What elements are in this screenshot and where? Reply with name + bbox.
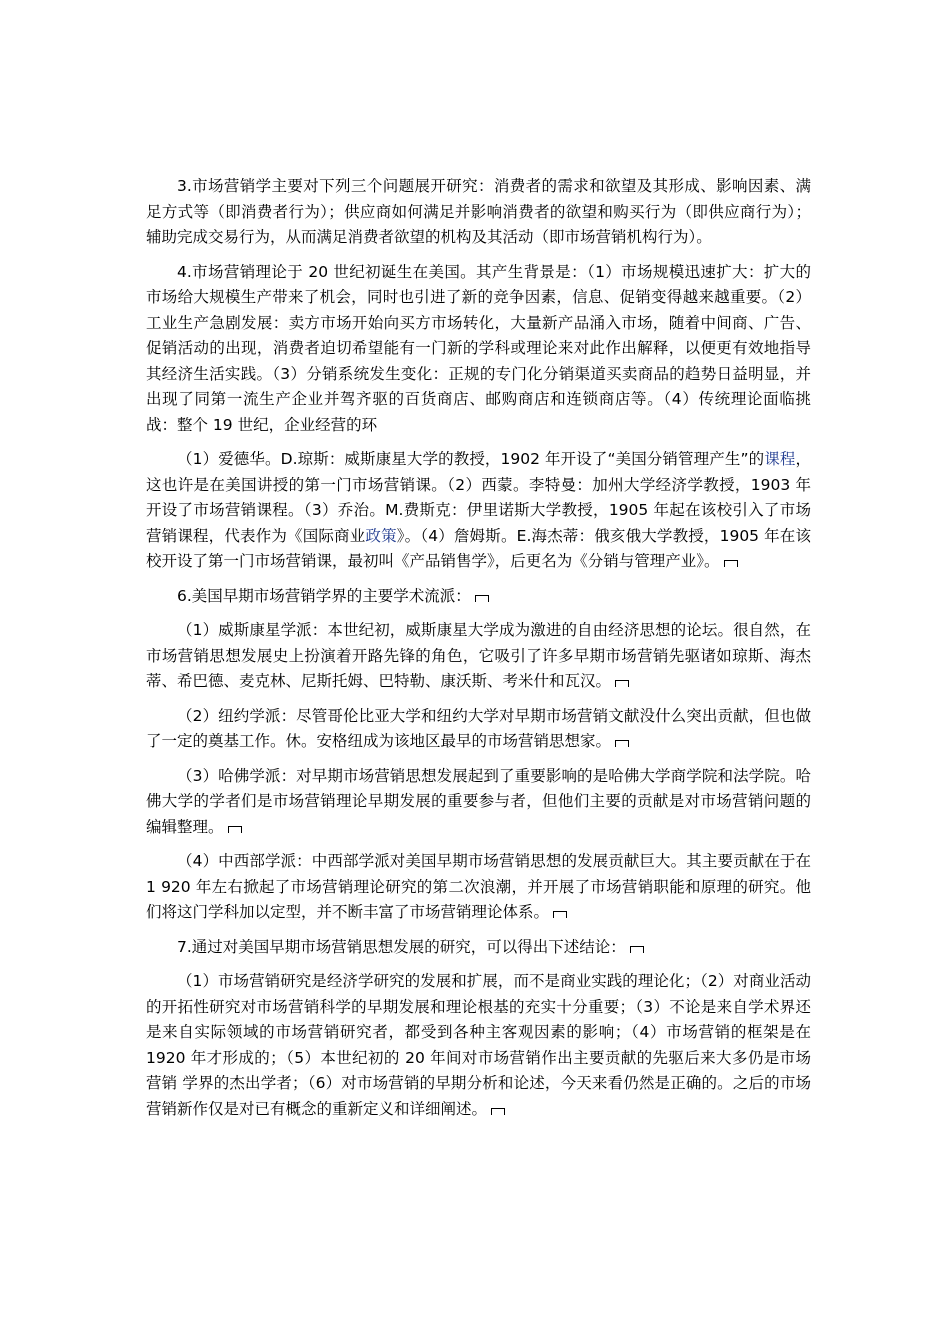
paragraph-3-text: 3.市场营销学主要对下列三个问题展开研究：消费者的需求和欲望及其形成、影响因素、满足方式等（即消费者行为）；供应商如何满足并影响消费者的欲望和购买行为（即供应商行为）；辅助完成交易行为，从而满足消费者欲望的机构及其活动（即市场营销机构行为）。 [146,177,811,246]
return-mark-icon [615,740,629,747]
policy-link[interactable]: 政策 [365,526,397,545]
paragraph-5-text-b: ，这也许是在美国讲授的第一门市场营销课。（2）西蒙。李特曼：加州大学经济学教授，1903 年开设了市场营销课程。（3）乔治。M.费斯克：伊里诺斯大学教授，1905 年起在该校引入了市场营销课程，代表作为《国际商业 [146,450,811,545]
return-mark-icon [630,946,644,953]
paragraph-6-2-text: （2）纽约学派：尽管哥伦比亚大学和纽约大学对早期市场营销文献没什么突出贡献，但也做了一定的奠基工作。休。安格纽成为该地区最早的市场营销思想家。 [146,706,811,750]
paragraph-6-3 [146,764,811,841]
paragraph-6-3-text: （3）哈佛学派：对早期市场营销思想发展起到了重要影响的是哈佛大学商学院和法学院。哈佛大学的学者们是市场营销理论早期发展的重要参与者，但他们主要的贡献是对市场营销问题的编辑整理。 [146,766,811,836]
paragraph-7-1-text: （1）市场营销研究是经济学研究的发展和扩展，而不是商业实践的理论化；（2）对商业活动的开拓性研究对市场营销科学的早期发展和理论根基的充实十分重要；（3）不论是来自学术界还是来自实际领域的市场营销研究者，都受到各种主客观因素的影响；（4）市场营销的框架是在 1920 年才形成的；（5）本世纪初的 20 年间对市场营销作出主要贡献的先驱后来大多仍是市场营销 学界的杰出学者；（6）对市场营销的早期分析和论述，今天来看仍然是正确的。之后的市场营销新作仅是对已有概念的重新定义和详细阐述。 [146,972,811,1118]
paragraph-6 [146,584,811,610]
paragraph-7-text: 7.通过对美国早期市场营销思想发展的研究，可以得出下述结论： [177,937,626,956]
paragraph-5-text-c: 》。（4）詹姆斯。E.海杰蒂：俄亥俄大学教授，1905 年在该校开设了第一门市场营销课，最初叫《产品销售学》，后更名为《分销与管理产业》。 [146,526,811,570]
paragraph-4-text: 4.市场营销理论于 20 世纪初诞生在美国。其产生背景是：（1）市场规模迅速扩大：扩大的市场给大规模生产带来了机会，同时也引进了新的竞争因素，信息、促销变得越来越重要。（2）工业生产急剧发展：卖方市场开始向买方市场转化，大量新产品涌入市场，随着中间商、广告、促销活动的出现，消费者迫切希望能有一门新的学科或理论来对此作出解释，以便更有效地指导其经济生活实践。（3）分销系统发生变化：正规的专门化分销渠道买卖商品的趋势日益明显，并出现了同第一流生产企业并驾齐驱的百货商店、邮购商店和连锁商店等。（4）传统理论面临挑战：整个 19 世纪，企业经营的环 [146,262,811,434]
return-mark-icon [475,595,489,602]
paragraph-7-1 [146,969,811,1122]
course-link[interactable]: 课程 [764,450,796,468]
paragraph-6-1 [146,618,811,695]
paragraph-4 [146,260,811,439]
paragraph-6-1-text: （1）威斯康星学派：本世纪初，威斯康星大学成为激进的自由经济思想的论坛。很自然，在市场营销思想发展史上扮演着开路先锋的角色，它吸引了许多早期市场营销先驱诸如琼斯、海杰蒂、希巴德、麦克林、尼斯托姆、巴特勒、康沃斯、考米什和瓦汉。 [146,621,811,690]
return-mark-icon [228,826,242,833]
document-body [146,174,811,1131]
paragraph-6-2 [146,704,811,755]
paragraph-5 [146,447,811,575]
paragraph-6-4-text: （4）中西部学派：中西部学派对美国早期市场营销思想的发展贡献巨大。其主要贡献在于在 1 920 年左右掀起了市场营销理论研究的第二次浪潮，并开展了市场营销职能和原理的研究。他们将这门学科加以定型，并不断丰富了市场营销理论体系。 [146,852,811,921]
paragraph-7 [146,935,811,961]
return-mark-icon [615,680,629,687]
return-mark-icon [724,560,738,567]
paragraph-3 [146,174,811,251]
return-mark-icon [553,911,567,918]
paragraph-5-text-a: （1）爱德华。D.琼斯：威斯康星大学的教授，1902 年开设了“美国分销管理产生”的 [177,450,765,468]
paragraph-6-text: 6.美国早期市场营销学界的主要学术流派： [177,586,471,605]
paragraph-6-4 [146,849,811,926]
return-mark-icon [491,1108,505,1115]
